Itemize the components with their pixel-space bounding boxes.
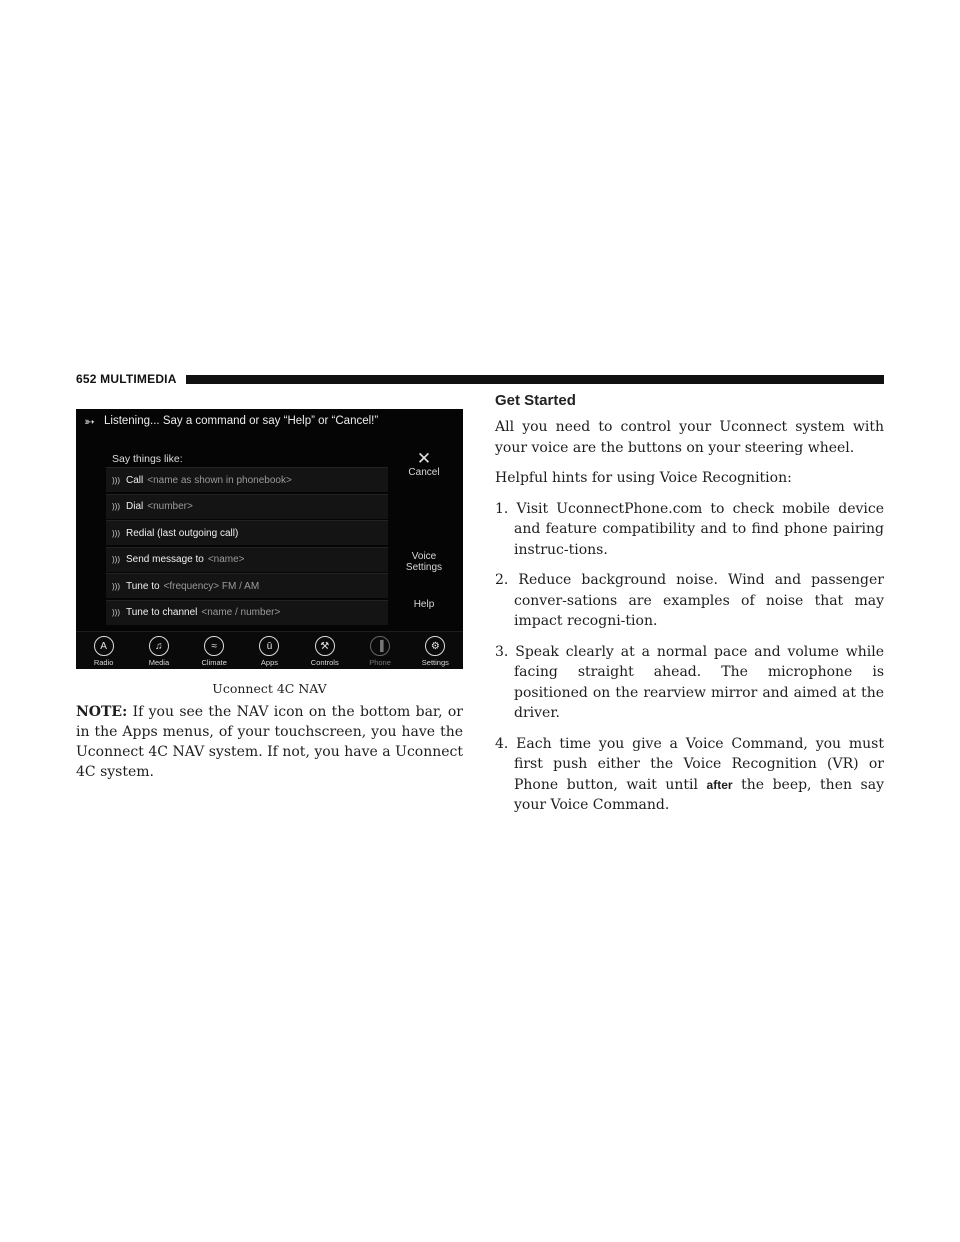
intro-paragraph: All you need to control your Uconnect system with your voice are the buttons on your steering wheel. bbox=[495, 419, 884, 456]
cancel-button[interactable]: ✕ Cancel bbox=[391, 451, 457, 478]
tab-settings[interactable]: ⚙ Settings bbox=[411, 636, 459, 667]
command-row[interactable]: ))) Redial (last outgoing call) bbox=[106, 520, 388, 545]
signal-bars-icon: ▐ bbox=[370, 636, 390, 656]
bottom-menu-bar bbox=[76, 631, 463, 669]
command-row[interactable]: ))) Send message to <name> bbox=[106, 547, 388, 572]
voice-wave-icon: ))) bbox=[112, 475, 120, 485]
emphasis-after: after bbox=[706, 777, 733, 792]
header-rule bbox=[186, 375, 884, 384]
section-heading: Get Started bbox=[495, 392, 576, 409]
gear-icon: ⚙ bbox=[425, 636, 445, 656]
command-row[interactable]: ))) Dial <number> bbox=[106, 494, 388, 519]
uconnect-screenshot bbox=[76, 409, 463, 669]
voice-settings-button[interactable]: Voice Settings bbox=[405, 551, 443, 573]
listening-prompt: Listening... Say a command or say “Help” or “Cancel!” bbox=[104, 415, 379, 427]
figure-caption: Uconnect 4C NAV bbox=[212, 681, 327, 696]
voice-mic-icon: ➳ bbox=[84, 414, 95, 429]
help-button[interactable]: Help bbox=[413, 599, 435, 610]
radio-icon: A bbox=[94, 636, 114, 656]
command-row[interactable]: ))) Tune to <frequency> FM / AM bbox=[106, 573, 388, 598]
hint-item-4: 4. Each time you give a Voice Command, you must first push either the Voice Recognition (VR) or Phone button, wait until after the beep, then say your Voice Command. bbox=[495, 735, 884, 813]
apps-icon: ū bbox=[259, 636, 279, 656]
wrench-icon: ⚒ bbox=[315, 636, 335, 656]
hint-item-1: 1. Visit UconnectPhone.com to check mobile device and feature compatibility and to find phone pairing instruc-tions. bbox=[495, 500, 884, 558]
close-icon: ✕ bbox=[416, 449, 432, 468]
tab-phone[interactable]: ▐ Phone bbox=[356, 636, 404, 667]
voice-wave-icon: ))) bbox=[112, 581, 120, 591]
note-label: NOTE: bbox=[76, 704, 128, 720]
tab-apps[interactable]: ū Apps bbox=[245, 636, 293, 667]
tab-radio[interactable]: A Radio bbox=[80, 636, 128, 667]
music-note-icon: ♫ bbox=[149, 636, 169, 656]
command-row[interactable]: ))) Tune to channel <name / number> bbox=[106, 600, 388, 625]
say-things-label: Say things like: bbox=[112, 453, 183, 465]
hint-item-3: 3. Speak clearly at a normal pace and volume while facing straight ahead. The microphone is positioned on the rearview mirror and aimed at the driver. bbox=[495, 643, 884, 721]
page-number-section: 652 MULTIMEDIA bbox=[76, 372, 177, 386]
tab-media[interactable]: ♫ Media bbox=[135, 636, 183, 667]
command-list bbox=[106, 467, 388, 627]
note-text: If you see the NAV icon on the bottom bar, or in the Apps menus, of your touchscreen, you have the Uconnect 4C NAV system. If not, you have a Uconnect 4C system. bbox=[76, 704, 463, 780]
command-row[interactable]: ))) Call <name as shown in phonebook> bbox=[106, 467, 388, 492]
tab-climate[interactable]: ≈ Climate bbox=[190, 636, 238, 667]
voice-wave-icon: ))) bbox=[112, 608, 120, 618]
note-paragraph bbox=[76, 702, 463, 782]
voice-wave-icon: ))) bbox=[112, 502, 120, 512]
left-column bbox=[76, 409, 463, 782]
page-header bbox=[76, 371, 884, 387]
hint-item-2: 2. Reduce background noise. Wind and passenger conver-sations are examples of noise that may impact recogni-tion. bbox=[495, 572, 884, 629]
climate-icon: ≈ bbox=[204, 636, 224, 656]
tab-controls[interactable]: ⚒ Controls bbox=[301, 636, 349, 667]
hints-intro: Helpful hints for using Voice Recognition: bbox=[495, 470, 792, 486]
voice-wave-icon: ))) bbox=[112, 528, 120, 538]
right-column bbox=[495, 392, 884, 826]
voice-wave-icon: ))) bbox=[112, 555, 120, 565]
